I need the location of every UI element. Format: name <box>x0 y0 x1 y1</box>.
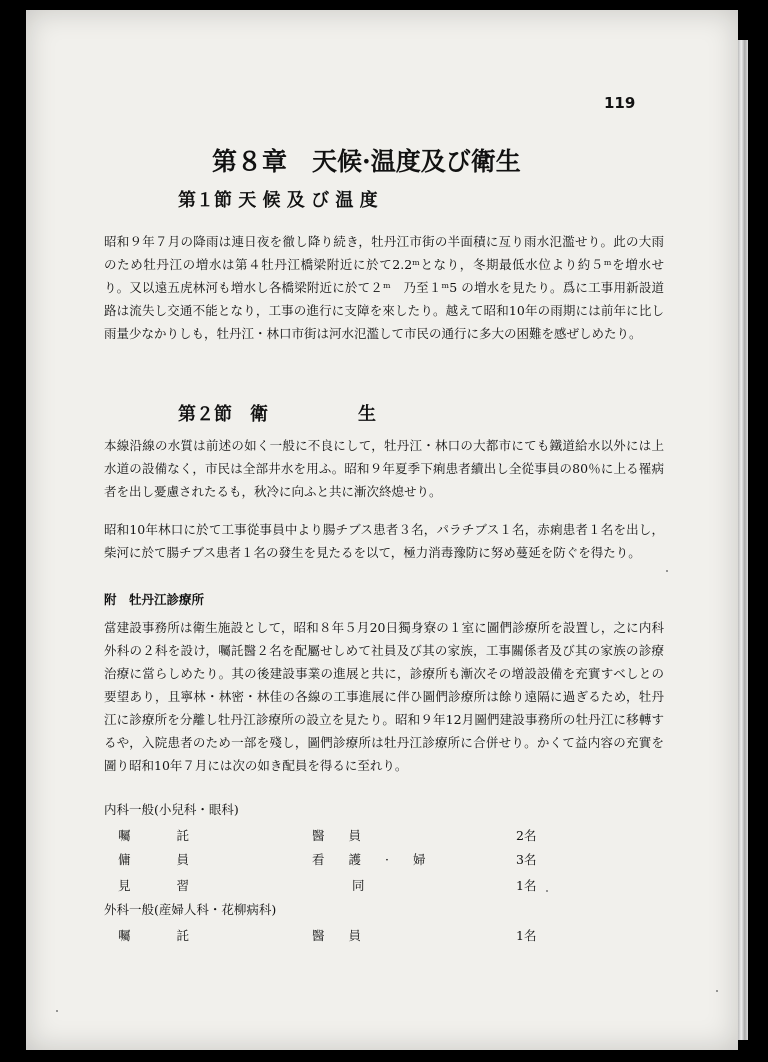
staff-role: 傭員 <box>118 852 236 867</box>
chapter-title: 第８章 天候·温度及び衛生 <box>212 147 521 176</box>
paper-speck <box>666 570 668 572</box>
staff-title: 醫員 <box>312 828 386 843</box>
section-2-paragraph-2: 昭和10年林口に於て工事從事員中より腸チブス患者３名，パラチブス１名，赤痢患者１名を出し，柴河に於て腸チブス患者１名の發生を見たるを以て，極力消毒豫防に努め蔓延を防ぐを得たり。 <box>104 522 664 560</box>
clinic-heading: 附 牡丹江診療所 <box>104 592 205 607</box>
staff-title: 同 <box>352 878 389 893</box>
section-1-title: 第１節 天 候 及 び 温 度 <box>178 190 378 211</box>
staff-count: 2名 <box>516 828 537 843</box>
section-2-title: 第２節 衛 生 <box>178 404 376 425</box>
staff-role: 見習 <box>118 878 236 893</box>
staff-role: 囑託 <box>118 928 236 943</box>
page-edge <box>738 40 748 1040</box>
paper-speck <box>56 1010 58 1012</box>
staff-row <box>118 876 548 898</box>
staff-title: 醫員 <box>312 928 386 943</box>
staff-row <box>118 826 548 848</box>
staff-row <box>118 850 548 872</box>
page-number: 119 <box>604 94 636 112</box>
surgery-heading: 外科一般(産婦人科・花柳病科) <box>104 902 277 917</box>
staff-count: 3名 <box>516 852 537 867</box>
paper-speck <box>716 990 718 992</box>
section-1-paragraph: 昭和９年７月の降雨は連日夜を徹し降り続き，牡丹江市街の半面積に亙り雨水氾濫せり。此の大雨のため牡丹江の増水は第４牡丹江橋梁附近に於て2.2ᵐとなり，冬期最低水位より約５ᵐを増水せり。又以遠五虎林河も増水し各橋梁附近に於て２ᵐ 乃至１ᵐ5 の増水を見たり。爲に工事用新設道路は流失し交通不能となり，工事の進行に支障を來したり。越えて昭和10年の雨期には前年に比し雨量少なかりしも，牡丹江・林口市街は河水氾濫して市民の通行に多大の困難を感ぜしめたり。 <box>104 234 664 341</box>
staff-row <box>118 926 548 948</box>
clinic-paragraph: 當建設事務所は衛生施設として，昭和８年５月20日獨身寮の１室に圖們診療所を設置し，之に内科外科の２科を設け，囑託醫２名を配屬せしめて社員及び其の家族，工事關係者及び其の家族の診療治療に當らしめたり。其の後建設事業の進展と共に，診療所も漸次その增設設備を充實すべしとの要望あり，且寧林・林密・林佳の各線の工事進展に伴ひ圖們診療所は餘り遠隔に過ぎるため，牡丹江に診療所を分離し牡丹江診療所の設立を見たり。昭和９年12月圖們建設事務所の牡丹江に移轉するや，入院患者のため一部を殘し，圖們診療所は牡丹江診療所に合併せり。かくて益内容の充實を圖り昭和10年７月には次の如き配員を得るに至れり。 <box>104 620 664 773</box>
section-2-paragraph-1: 本線沿線の水質は前述の如く一般に不良にして，牡丹江・林口の大都市にても鐵道給水以外には上水道の設備なく，市民は全部井水を用ふ。昭和９年夏季下痢患者續出し全從事員の80％に上る罹病者を出し憂慮されたるも，秋冷に向ふと共に漸次終熄せり。 <box>104 438 664 499</box>
staff-count: 1名 <box>516 878 537 893</box>
paper-speck <box>546 890 548 892</box>
staff-count: 1名 <box>516 928 537 943</box>
staff-role: 囑託 <box>118 828 236 843</box>
document-page <box>26 10 738 1050</box>
staff-title: 看護·婦 <box>312 852 450 867</box>
internal-medicine-heading: 内科一般(小兒科・眼科) <box>104 802 239 817</box>
